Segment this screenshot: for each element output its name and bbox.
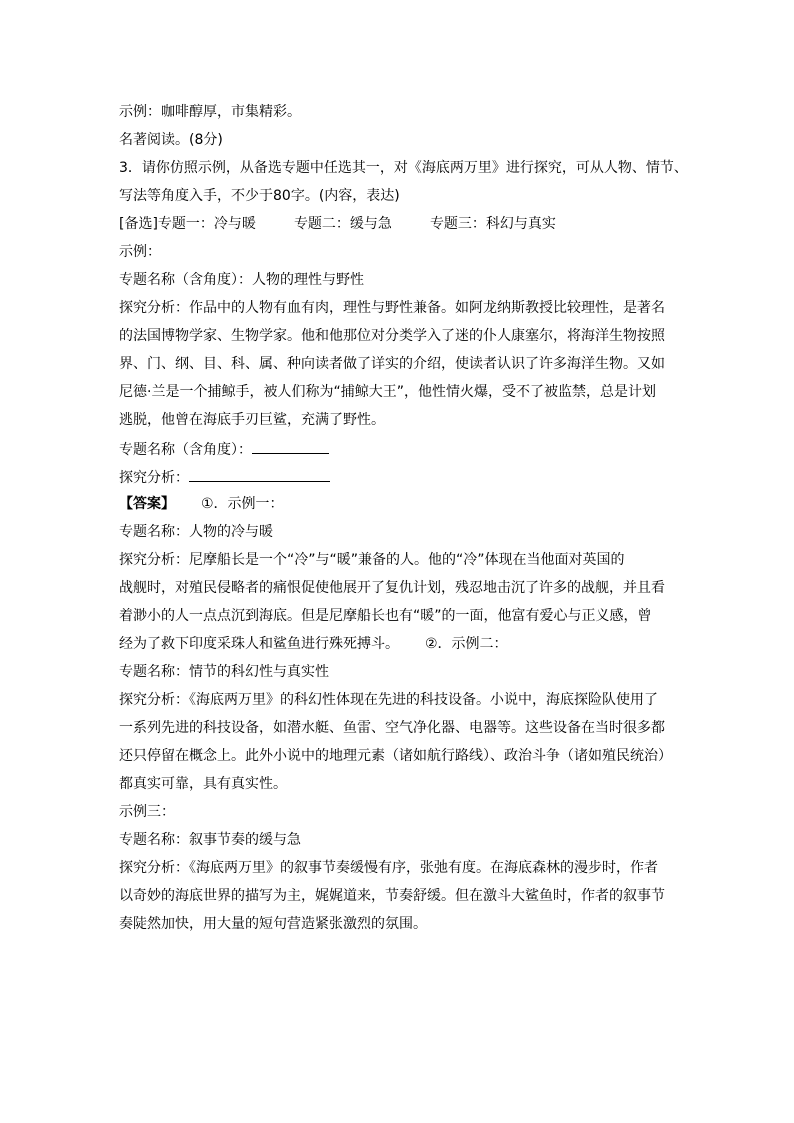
answer-example-1-marker: ①．示例一： [201,496,284,512]
answer-2-analysis-line-4: 都真实可靠，具有真实性。 [119,776,287,792]
example-topic-name: 专题名称（含角度）：人物的理性与野性 [119,272,364,288]
topic-options [119,215,556,233]
answer-1-closing-text: 经为了救下印度采珠人和鲨鱼进行殊死搏斗。 [119,636,399,652]
question-3-line-1: 3．请你仿照示例，从备选专题中任选其一，对《海底两万里》进行探究，可从人物、情节、 [119,160,688,176]
answer-header [119,495,284,513]
answer-1-analysis-line-1: 探究分析：尼摩船长是一个“冷”与“暖”兼备的人。他的“冷”体现在当他面对英国的 [119,552,625,568]
section-heading-reading: 名著阅读。(8分) [119,132,223,148]
fill-in-topic-label: 专题名称（含角度）： [119,442,252,458]
answer-example-3-marker: 示例三： [119,804,175,820]
answer-3-analysis-line-2: 以奇妙的海底世界的描写为主，娓娓道来，节奏舒缓。但在激斗大鲨鱼时，作者的叙事节 [119,888,665,904]
answer-example-2-marker: ②．示例二： [425,636,508,652]
answer-1-analysis-line-4 [119,635,508,653]
answer-2-topic-name: 专题名称：情节的科幻性与真实性 [119,664,329,680]
answer-2-analysis-line-3: 还只停留在概念上。此外小说中的地理元素（诸如航行路线）、政治斗争（诸如殖民统治） [119,748,672,764]
answer-2-analysis-line-1: 探究分析：《海底两万里》的科幻性体现在先进的科技设备。小说中，海底探险队使用了 [119,692,658,708]
example-sentence: 示例：咖啡醇厚，市集精彩。 [119,104,301,120]
fill-in-analysis [119,467,330,487]
example-analysis-line-5: 逃脱，他曾在海底手刃巨鲨，充满了野性。 [119,412,385,428]
answer-3-analysis-line-3: 奏陡然加快，用大量的短句营造紧张激烈的氛围。 [119,916,427,932]
answer-label: 【答案】 [119,496,175,512]
answer-3-topic-name: 专题名称：叙事节奏的缓与急 [119,832,301,848]
topic-option-2: 专题二：缓与急 [293,216,392,232]
example-label: 示例： [119,244,161,260]
example-analysis-line-2: 的法国博物学家、生物学家。他和他那位对分类学入了迷的仆人康塞尔，将海洋生物按照 [119,328,665,344]
topic-option-1: [备选]专题一：冷与暖 [119,216,256,232]
topic-option-3: 专题三：科幻与真实 [429,216,556,232]
example-analysis-line-3: 界、门、纲、目、科、属、种向读者做了详实的介绍，使读者认识了许多海洋生物。又如 [119,356,665,372]
fill-in-topic-name [119,439,329,459]
topic-name-blank [252,439,329,454]
example-analysis-line-1: 探究分析：作品中的人物有血有肉，理性与野性兼备。如阿龙纳斯教授比较理性，是著名 [119,300,665,316]
answer-2-analysis-line-2: 一系列先进的科技设备，如潜水艇、鱼雷、空气净化器、电器等。这些设备在当时很多都 [119,720,665,736]
fill-in-analysis-label: 探究分析： [119,470,189,486]
question-3-line-2: 写法等角度入手，不少于80字。(内容，表达) [119,188,400,204]
answer-1-topic-name: 专题名称：人物的冷与暖 [119,524,273,540]
answer-1-analysis-line-2: 战舰时，对殖民侵略者的痛恨促使他展开了复仇计划，残忍地击沉了许多的战舰，并且看 [119,580,665,596]
example-analysis-line-4: 尼德·兰是一个捕鲸手，被人们称为“捕鲸大王”，他性情火爆，受不了被监禁，总是计划 [119,384,656,400]
answer-1-analysis-line-3: 着渺小的人一点点沉到海底。但是尼摩船长也有“暖”的一面，他富有爱心与正义感，曾 [119,608,652,624]
answer-3-analysis-line-1: 探究分析：《海底两万里》的叙事节奏缓慢有序，张弛有度。在海底森林的漫步时，作者 [119,860,658,876]
analysis-blank [189,467,330,482]
